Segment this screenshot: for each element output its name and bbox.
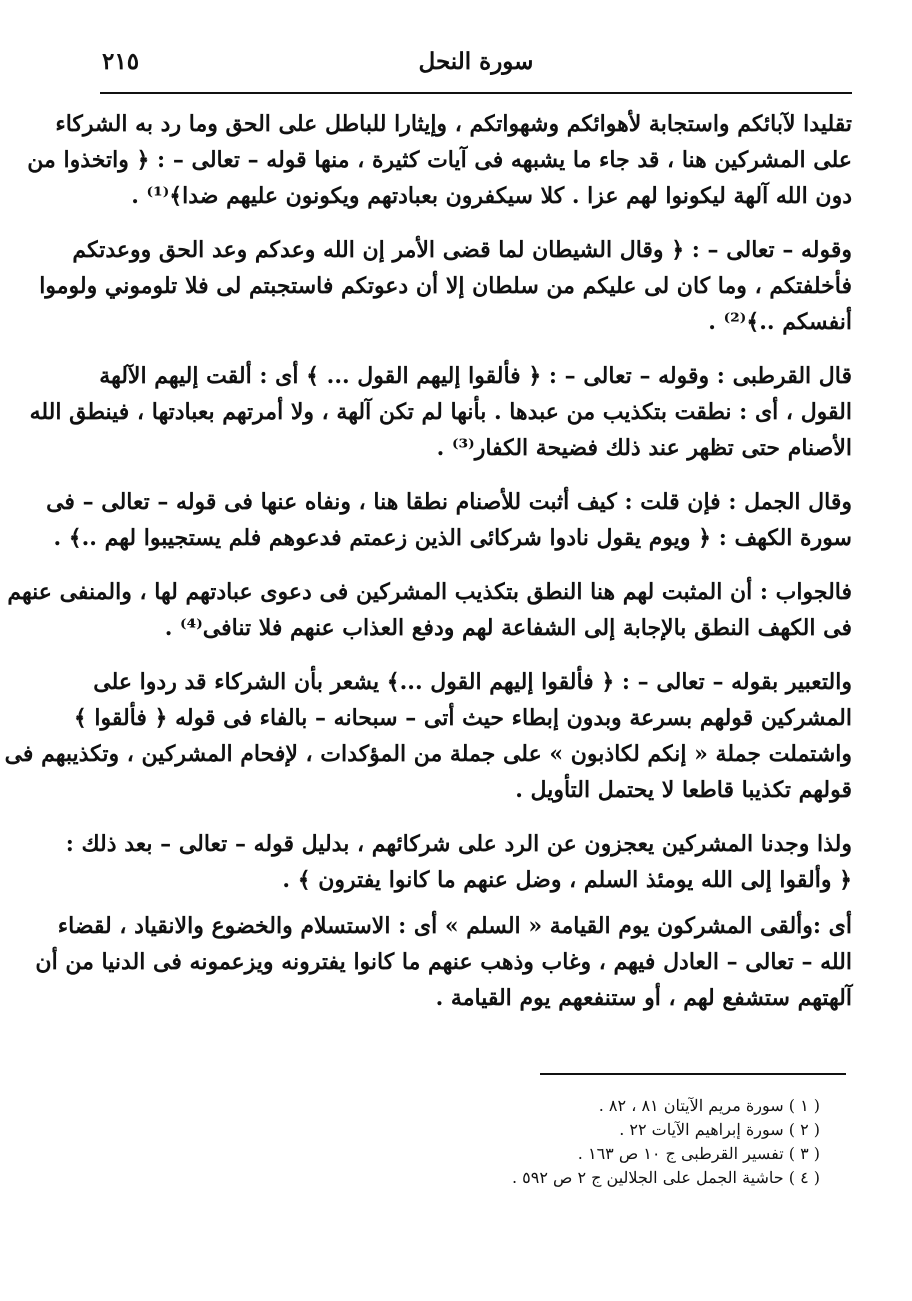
paragraph (65, 826, 852, 898)
main-text (4, 106, 852, 1026)
text-line: القول ، أى : نطقت بتكذيب من عبدها . بأنها لم تكن آلهة ، ولا أمرتهم بعبادتها ، فينطق الله (29, 399, 852, 425)
text-line: واشتملت جملة « إنكم لكاذبون » على جملة من المؤكدات ، لإفحام المشركين ، وتكذيبهم فى (4, 741, 852, 767)
paragraph (27, 106, 852, 214)
paragraph (35, 908, 852, 1016)
text-line: ولذا وجدنا المشركين يعجزون عن الرد على شركائهم ، بدليل قوله – تعالى – بعد ذلك : (65, 831, 852, 857)
footnotes (300, 1094, 820, 1190)
text-line: والتعبير بقوله – تعالى – : ﴿ فألقوا إليهم القول ...﴾ يشعر بأن الشركاء قد ردوا على (93, 669, 852, 695)
text-line: على المشركين هنا ، قد جاء ما يشبهه فى آيات كثيرة ، منها قوله – تعالى – : ﴿ واتخذوا من (27, 147, 852, 173)
text-line: الله – تعالى – العادل فيهم ، وغاب وذهب عنهم ما كانوا يفترونه ويزعمونه فى الدنيا من أن (35, 949, 852, 975)
page-header (100, 44, 852, 88)
text-line: فى الكهف النطق بالإجابة إلى الشفاعة لهم ودفع العذاب عنهم فلا تنافى⁽⁴⁾ . (164, 615, 852, 641)
paragraph (4, 664, 852, 808)
paragraph (46, 484, 852, 556)
paragraph (7, 574, 852, 646)
footnote: ( ٢ ) سورة إبراهيم الآيات ٢٢ . (619, 1120, 820, 1139)
footnote-divider (540, 1073, 846, 1075)
text-line: قال القرطبى : وقوله – تعالى – : ﴿ فألقوا إليهم القول ... ﴾ أى : ألقت إليهم الآلهة (99, 363, 852, 389)
page-number: ٢١٥ (102, 48, 140, 75)
footnote: ( ٣ ) تفسير القرطبى ج ١٠ ص ١٦٣ . (577, 1144, 820, 1163)
text-line: الأصنام حتى تظهر عند ذلك فضيحة الكفار⁽³⁾ . (436, 435, 852, 461)
header-divider (100, 92, 852, 94)
footnote: ( ١ ) سورة مريم الآيتان ٨١ ، ٨٢ . (598, 1096, 820, 1115)
text-line: دون الله آلهة ليكونوا لهم عزا . كلا سيكفرون بعبادتهم ويكونون عليهم ضدا﴾⁽¹⁾ . (131, 183, 852, 209)
text-line: سورة الكهف : ﴿ ويوم يقول نادوا شركائى الذين زعمتم فدعوهم فلم يستجيبوا لهم ..﴾ . (53, 525, 852, 551)
text-line: أى :وألقى المشركون يوم القيامة « السلم » أى : الاستسلام والخضوع والانقياد ، لقضاء (57, 913, 852, 939)
chapter-title: سورة النحل (418, 48, 534, 75)
text-line: وقوله – تعالى – : ﴿ وقال الشيطان لما قضى الأمر إن الله وعدكم وعد الحق ووعدتكم (72, 237, 852, 263)
text-line: وقال الجمل : فإن قلت : كيف أثبت للأصنام نطقا هنا ، ونفاه عنها فى قوله – تعالى – فى (46, 489, 852, 515)
paragraph (39, 232, 852, 340)
footnote: ( ٤ ) حاشية الجمل على الجلالين ج ٢ ص ٥٩٢ . (511, 1168, 820, 1187)
text-line: أنفسكم ..﴾⁽²⁾ . (708, 309, 852, 335)
text-line: ﴿ وألقوا إلى الله يومئذ السلم ، وضل عنهم ما كانوا يفترون ﴾ . (282, 867, 852, 893)
text-line: فالجواب : أن المثبت لهم هنا النطق بتكذيب المشركين فى دعوى عبادتهم لها ، والمنفى عنهم (7, 579, 852, 605)
text-line: تقليدا لآبائكم واستجابة لأهوائكم وشهواتكم ، وإيثارا للباطل على الحق وما رد به الشركاء (55, 111, 852, 137)
text-line: قولهم تكذيبا قاطعا لا يحتمل التأويل . (515, 777, 852, 803)
text-line: المشركين قولهم بسرعة وبدون إبطاء حيث أتى – سبحانه – بالفاء فى قوله ﴿ فألقوا ﴾ (73, 705, 852, 731)
text-line: آلهتهم ستشفع لهم ، أو ستنفعهم يوم القيامة . (435, 985, 852, 1011)
text-line: فأخلفتكم ، وما كان لى عليكم من سلطان إلا أن دعوتكم فاستجبتم لى فلا تلوموني ولوموا (39, 273, 852, 299)
paragraph (29, 358, 852, 466)
